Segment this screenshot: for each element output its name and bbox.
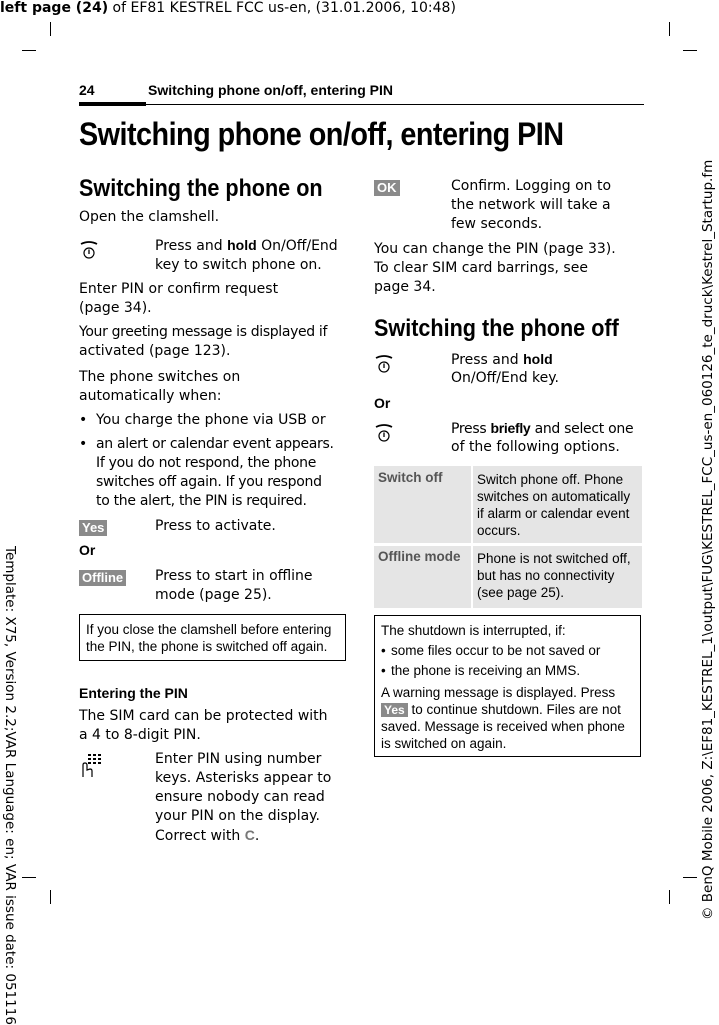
crop-mark	[683, 877, 697, 878]
page-number: 24	[79, 82, 95, 98]
change-line2: To clear SIM card barrings, see	[374, 260, 588, 276]
brief-line2: of the following options.	[451, 439, 620, 455]
ok-line1: Confirm. Logging on to	[451, 178, 612, 194]
enter-pin-line1: Enter PIN or confirm request	[79, 281, 279, 297]
sim-line1: The SIM card can be protected with	[79, 708, 328, 724]
offline-line1: Press to start in offline	[155, 568, 313, 584]
clear-key: C	[244, 827, 255, 843]
table-row-desc: Switch phone off. Phone switches on automatically if alarm or calendar event occurs.	[473, 466, 642, 543]
briefly-bold: briefly	[490, 420, 531, 436]
crop-mark	[50, 890, 51, 904]
print-header	[0, 0, 456, 16]
keys-line5: Correct with C.	[155, 827, 260, 844]
ok-line2: the network will take a	[451, 197, 611, 213]
crop-mark	[22, 50, 36, 51]
or-label: Or	[79, 542, 96, 558]
off-line1: Press and hold	[451, 351, 553, 368]
auto-line1: The phone switches on	[79, 369, 241, 385]
table-row-term: Switch off	[374, 466, 471, 543]
hold-bold: hold	[227, 237, 257, 253]
crop-mark	[669, 22, 670, 36]
offline-softkey: Offline	[79, 567, 126, 586]
keypad-icon	[80, 753, 104, 783]
auto-line2: automatically when:	[79, 388, 222, 404]
end-key-icon	[375, 422, 393, 448]
off-line2: On/Off/End key.	[451, 370, 560, 386]
copyright-path: © BenQ Mobile 2006, Z:\EF81_KESTREL_1\output\FUG\KESTREL_FCC_us-en_060126_te_druck\Kestrel_Startup.fm	[700, 159, 716, 920]
table-row-term: Offline mode	[374, 546, 471, 608]
press-hold-on: Press and hold On/Off/End key to switch phone on.	[155, 237, 338, 273]
print-header-source: of EF81 KESTREL FCC us-en, (31.01.2006, 10:48)	[108, 0, 456, 16]
header-rule	[146, 104, 644, 105]
end-key-icon	[80, 239, 98, 265]
keys-line4: your PIN on the display.	[155, 808, 320, 824]
entering-pin-heading: Entering the PIN	[79, 685, 188, 701]
yes-text: Press to activate.	[155, 518, 276, 534]
brief-line1: Press briefly and select one	[451, 420, 634, 437]
table-row-desc: Phone is not switched off, but has no connectivity (see page 25).	[473, 546, 642, 608]
or-label: Or	[374, 395, 391, 411]
hold-bold: hold	[523, 351, 553, 367]
header-rule-thick	[79, 102, 146, 106]
change-line3: page 34.	[374, 279, 436, 295]
yes-softkey: Yes	[381, 703, 408, 717]
keys-line2: keys. Asterisks appear to	[155, 770, 332, 786]
end-key-icon	[375, 353, 393, 379]
template-info: Template: X75, Version 2.2;VAR Language: en; VAR issue date: 051116	[2, 546, 18, 1025]
heading-switch-off: Switching the phone off	[374, 315, 619, 342]
crop-mark	[22, 877, 36, 878]
greeting-line2: activated (page 123).	[79, 343, 231, 359]
ok-line3: few seconds.	[451, 216, 543, 232]
options-table	[374, 466, 642, 608]
sim-line2: a 4 to 8-digit PIN.	[79, 727, 201, 743]
list-item: • an alert or calendar event appears. If you do not respond, the phone switches off again. If you respond to the alert, the PIN is required.	[79, 435, 354, 511]
keys-line1: Enter PIN using number	[155, 751, 322, 767]
heading-switch-on: Switching the phone on	[79, 175, 323, 202]
crop-mark	[669, 890, 670, 904]
crop-mark	[683, 50, 697, 51]
crop-mark	[50, 22, 51, 36]
enter-pin-line2: (page 34).	[79, 300, 152, 316]
yes-softkey: Yes	[79, 517, 107, 536]
list-item: • You charge the phone via USB or	[79, 411, 354, 430]
ok-softkey: OK	[374, 177, 400, 196]
offline-line2: mode (page 25).	[155, 587, 272, 603]
greeting-line1: Your greeting message is displayed if	[79, 324, 328, 340]
change-line1: You can change the PIN (page 33).	[374, 241, 616, 257]
open-clamshell: Open the clamshell.	[79, 209, 220, 225]
keys-line3: ensure nobody can read	[155, 789, 325, 805]
note-clamshell: If you close the clamshell before entering the PIN, the phone is switched off again.	[79, 614, 346, 661]
print-header-page: left page (24)	[0, 0, 109, 16]
running-title: Switching phone on/off, entering PIN	[148, 82, 393, 98]
page-title: Switching phone on/off, entering PIN	[79, 116, 564, 152]
note-shutdown: The shutdown is interrupted, if: • some files occur to be not saved or • the phone is receiving an MMS. A warning message is displayed. Press Yes to continue shutdown. Files are not saved. Message is received when phone is switched on again.	[374, 615, 641, 757]
auto-conditions-list	[79, 411, 354, 511]
